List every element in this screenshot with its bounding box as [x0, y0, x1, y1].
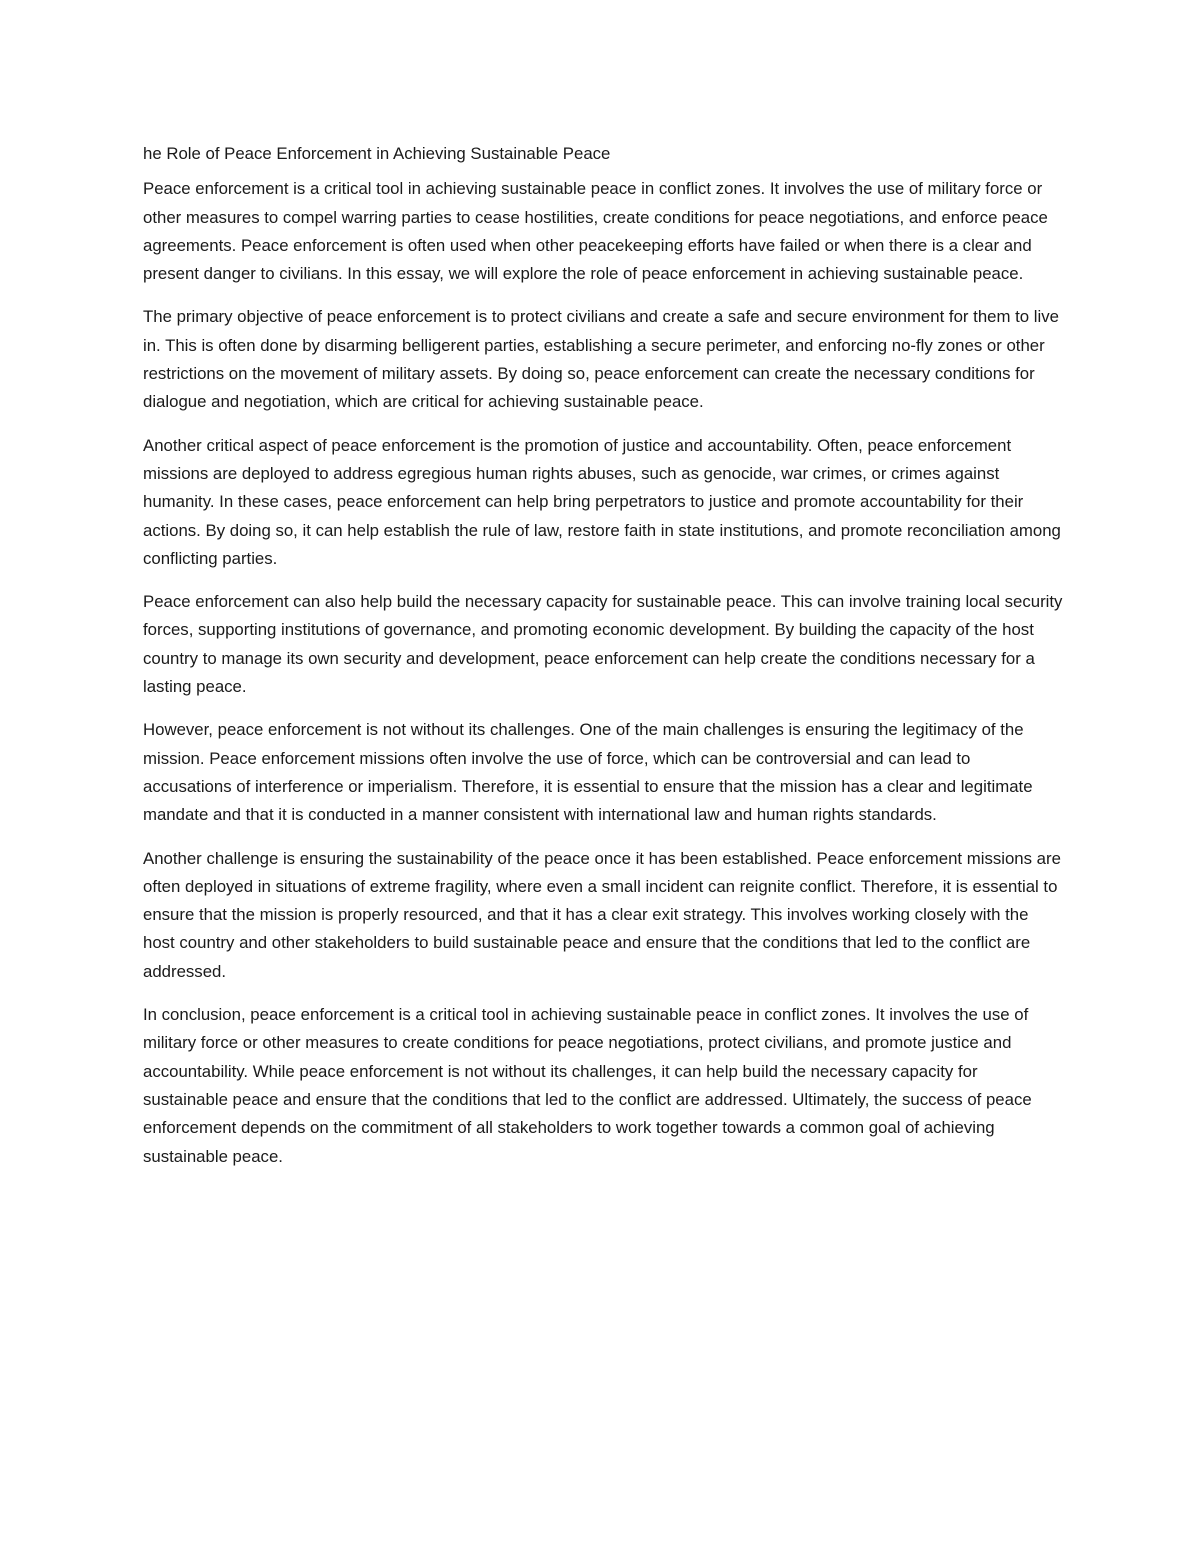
paragraph-capacity-building: Peace enforcement can also help build the necessary capacity for sustainable peace. This can involve training local security forces, supporting institutions of governance, and promoting economic development. By building the capacity of the host country to manage its own security and development, peace enforcement can help create the conditions necessary for a lasting peace.: [143, 592, 1063, 697]
document-body: [143, 140, 1063, 1186]
paragraph-legitimacy-challenge: However, peace enforcement is not without its challenges. One of the main challenges is ensuring the legitimacy of the mission. Peace enforcement missions often involve the use of force, which can be controversial and can lead to accusations of interference or imperialism. Therefore, it is essential to ensure that the mission has a clear and legitimate mandate and that it is conducted in a manner consistent with international law and human rights standards.: [143, 720, 1033, 825]
paragraph-sustainability-challenge: Another challenge is ensuring the sustainability of the peace once it has been established. Peace enforcement missions are often deployed in situations of extreme fragility, where even a small incident can reignite conflict. Therefore, it is essential to ensure that the mission is properly resourced, and that it has a clear exit strategy. This involves working closely with the host country and other stakeholders to build sustainable peace and ensure that the conditions that led to the conflict are addressed.: [143, 848, 1061, 981]
paragraph-primary-objective: The primary objective of peace enforcement is to protect civilians and create a safe and secure environment for them to live in. This is often done by disarming belligerent parties, establishing a secure perimeter, and enforcing no-fly zones or other restrictions on the movement of military assets. By doing so, peace enforcement can create the necessary conditions for dialogue and negotiation, which are critical for achieving sustainable peace.: [143, 307, 1059, 412]
paragraph-conclusion: In conclusion, peace enforcement is a critical tool in achieving sustainable peace in conflict zones. It involves the use of military force or other measures to create conditions for peace negotiations, protect civilians, and promote justice and accountability. While peace enforcement is not without its challenges, it can help build the necessary capacity for sustainable peace and ensure that the conditions that led to the conflict are addressed. Ultimately, the success of peace enforcement depends on the commitment of all stakeholders to work together towards a common goal of achieving sustainable peace.: [143, 1005, 1032, 1166]
paragraph-introduction: Peace enforcement is a critical tool in achieving sustainable peace in conflict zones. It involves the use of military force or other measures to compel warring parties to cease hostilities, create conditions for peace negotiations, and enforce peace agreements. Peace enforcement is often used when other peacekeeping efforts have failed or when there is a clear and present danger to civilians. In this essay, we will explore the role of peace enforcement in achieving sustainable peace.: [143, 179, 1048, 284]
document-title: he Role of Peace Enforcement in Achieving Sustainable Peace: [143, 144, 611, 163]
paragraph-justice-accountability: Another critical aspect of peace enforcement is the promotion of justice and accountability. Often, peace enforcement missions are deployed to address egregious human rights abuses, such as genocide, war crimes, or crimes against humanity. In these cases, peace enforcement can help bring perpetrators to justice and promote accountability for their actions. By doing so, it can help establish the rule of law, restore faith in state institutions, and promote reconciliation among conflicting parties.: [143, 435, 1061, 568]
